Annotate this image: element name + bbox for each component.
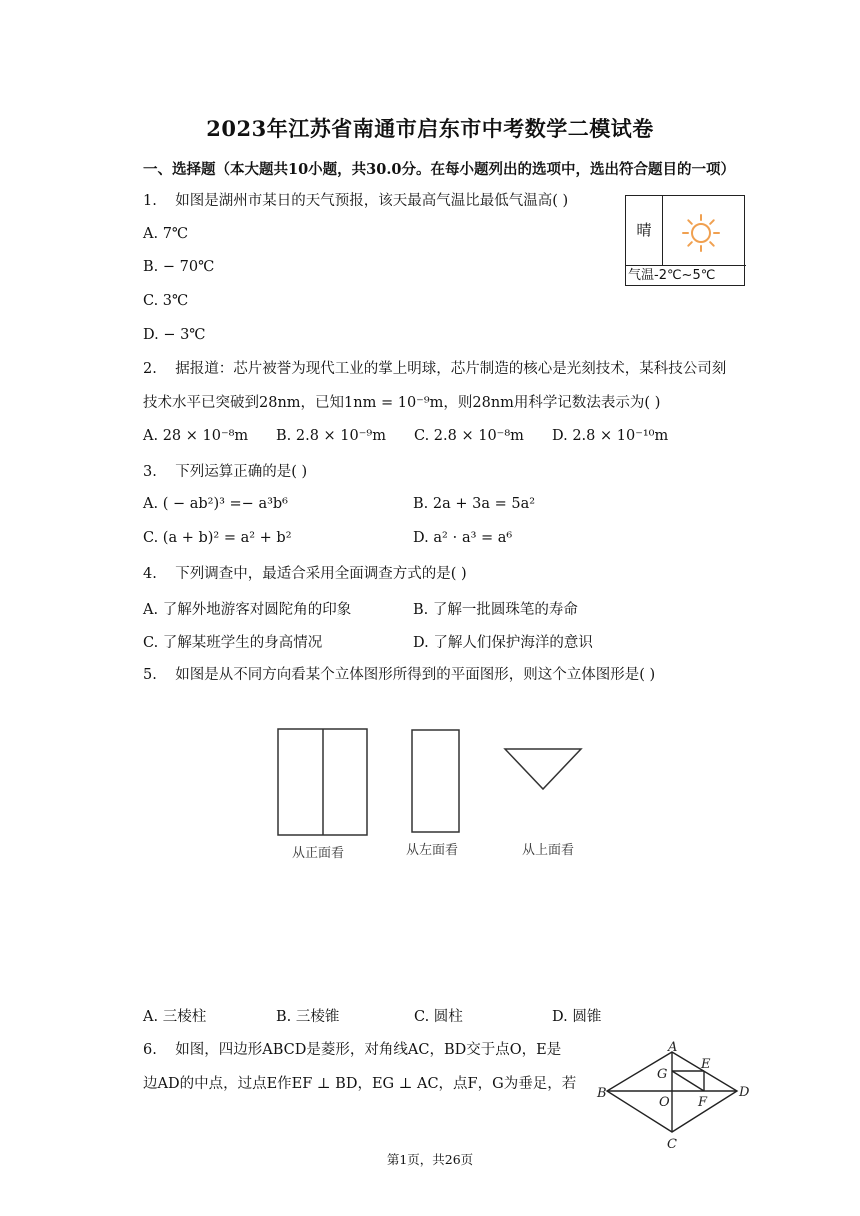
question-number: 4. <box>143 566 157 582</box>
rhombus-figure <box>595 1040 755 1154</box>
weather-label: 晴 <box>626 196 663 265</box>
point-label-c: C <box>667 1137 677 1150</box>
question-6-line-2: 边AD的中点，过点E作EF ⊥ BD，EG ⊥ AC，点F，G为垂足，若 <box>143 1076 577 1092</box>
point-label-b: B <box>597 1086 607 1101</box>
question-4 <box>143 564 467 584</box>
option-c: C. 圆柱 <box>414 1009 463 1025</box>
point-label-f: F <box>698 1095 708 1110</box>
option-a: A. 了解外地游客对圆陀角的印象 <box>143 602 352 618</box>
three-views-figure <box>270 718 600 872</box>
question-number: 6. <box>143 1042 157 1058</box>
sun-icon <box>681 213 721 253</box>
question-text: 下列调查中，最适合采用全面调查方式的是( ) <box>175 566 467 582</box>
point-label-a: A <box>668 1040 678 1055</box>
question-text: 如图，四边形ABCD是菱形，对角线AC，BD交于点O，E是 <box>175 1042 562 1058</box>
view-label-top: 从上面看 <box>522 843 575 858</box>
section-heading: 一、选择题（本大题共10小题，共30.0分。在每小题列出的选项中，选出符合题目的一项） <box>143 161 735 178</box>
option-b: B. 三棱锥 <box>276 1009 340 1025</box>
option-c: C. 2.8 × 10⁻⁸m <box>414 428 524 444</box>
view-label-left: 从左面看 <box>406 843 459 858</box>
option-c: C. (a + b)² = a² + b² <box>143 530 292 546</box>
option-b: B. 2.8 × 10⁻⁹m <box>276 428 386 444</box>
point-label-g: G <box>657 1067 668 1082</box>
temperature-label: 气温-2℃~5℃ <box>626 265 746 286</box>
option-a: A. 7℃ <box>143 226 189 242</box>
page-title: 2023年江苏省南通市启东市中考数学二模试卷 <box>206 116 654 141</box>
question-number: 5. <box>143 667 157 683</box>
question-number: 3. <box>143 464 157 480</box>
option-c: C. 3℃ <box>143 293 189 309</box>
option-d: D. 圆锥 <box>552 1009 602 1025</box>
question-3 <box>143 462 307 482</box>
option-b: B. 了解一批圆珠笔的寿命 <box>413 602 578 618</box>
question-number: 1. <box>143 193 157 209</box>
weather-forecast-figure <box>625 195 745 286</box>
question-number: 2. <box>143 361 157 377</box>
question-2-line-1 <box>143 359 726 379</box>
question-text: 下列运算正确的是( ) <box>175 464 308 480</box>
option-a: A. 三棱柱 <box>143 1009 207 1025</box>
question-text: 如图是湖州市某日的天气预报，该天最高气温比最低气温高( ) <box>175 193 569 209</box>
page-footer: 第1页，共26页 <box>386 1152 474 1167</box>
option-d: D. a² ⋅ a³ = a⁶ <box>413 530 513 546</box>
question-1 <box>143 191 568 211</box>
option-a: A. ( − ab²)³ =− a³b⁶ <box>143 496 288 512</box>
question-5 <box>143 665 655 685</box>
question-text: 如图是从不同方向看某个立体图形所得到的平面图形，则这个立体图形是( ) <box>175 667 656 683</box>
option-b: B. 2a + 3a = 5a² <box>413 496 536 512</box>
view-label-front: 从正面看 <box>292 846 345 861</box>
point-label-e: E <box>701 1057 711 1072</box>
question-text: 据报道：芯片被誉为现代工业的掌上明球，芯片制造的核心是光刻技术，某科技公司刻 <box>175 361 727 377</box>
question-6-line-1 <box>143 1040 561 1060</box>
question-2-line-2: 技术水平已突破到28nm，已知1nm = 10⁻⁹m，则28nm用科学记数法表示为( ) <box>143 395 661 411</box>
option-d: D. − 3℃ <box>143 327 206 343</box>
option-d: D. 2.8 × 10⁻¹⁰m <box>552 428 669 444</box>
point-label-d: D <box>739 1085 750 1100</box>
option-c: C. 了解某班学生的身高情况 <box>143 635 323 651</box>
rhombus-diagram <box>595 1040 755 1150</box>
option-a: A. 28 × 10⁻⁸m <box>143 428 249 444</box>
option-d: D. 了解人们保护海洋的意识 <box>413 635 593 651</box>
option-b: B. − 70℃ <box>143 259 215 275</box>
point-label-o: O <box>659 1095 670 1110</box>
